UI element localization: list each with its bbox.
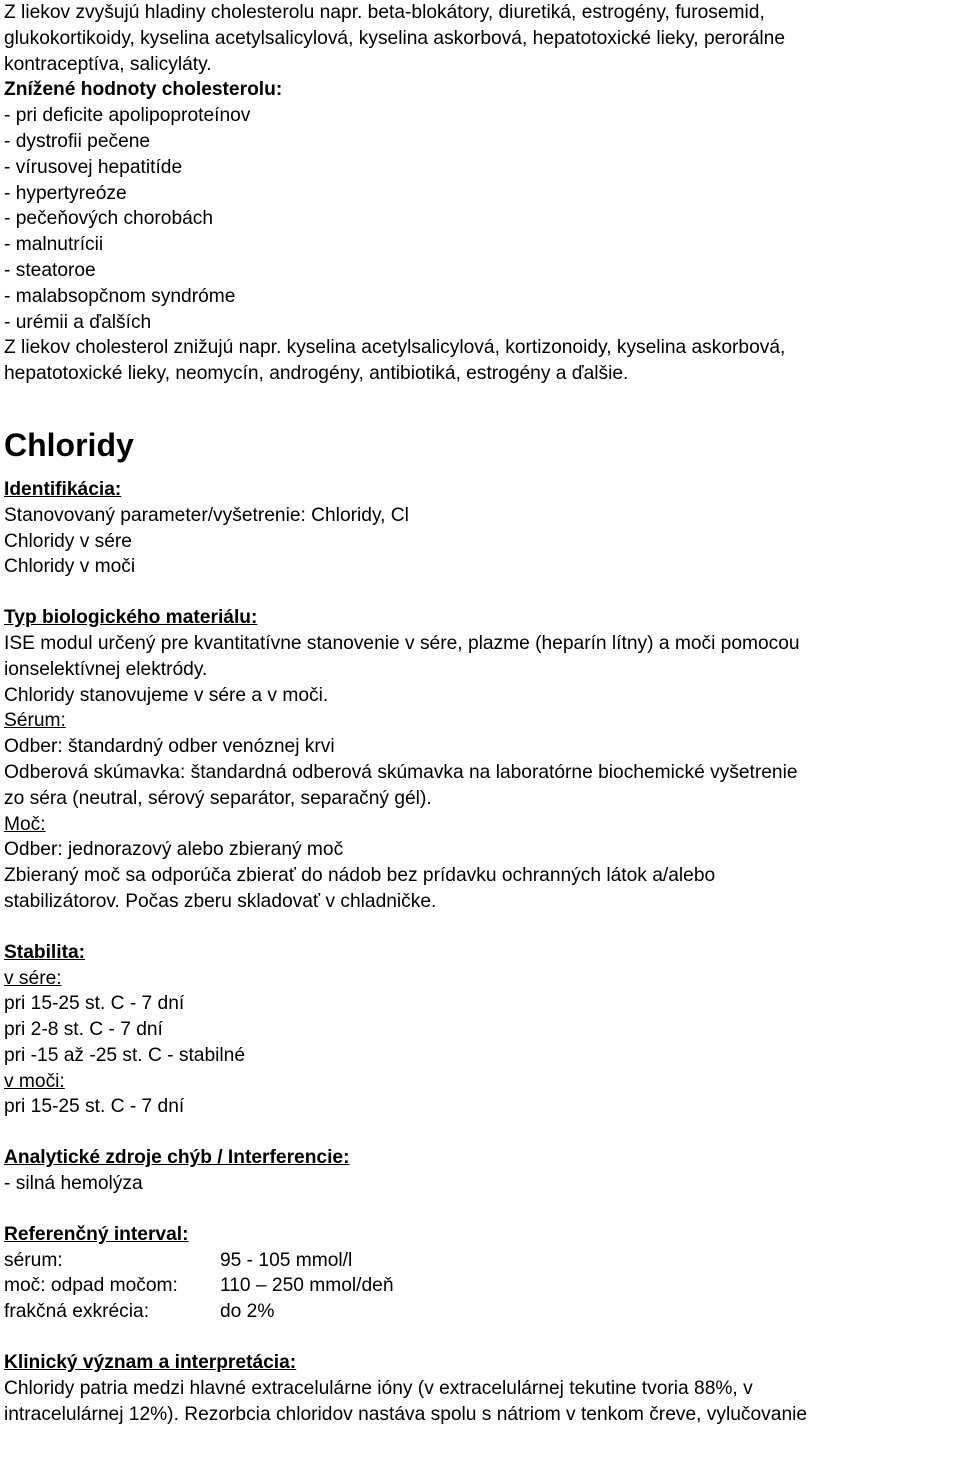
reference-value: do 2% [220,1301,275,1323]
text-line: ISE modul určený pre kvantitatívne stanovenie v sére, plazme (heparín lítny) a moči pomocou [4,632,800,654]
stability-serum-label: v sére: [4,967,62,989]
text-line: Z liekov cholesterol znižujú napr. kyselina acetylsalicylová, kortizonoidy, kyselina askorbová, [4,337,786,359]
reference-row [4,1299,956,1325]
text-line: Chloridy v sére [4,530,132,552]
reference-label: moč: odpad močom: [4,1275,178,1297]
list-item: pri 15-25 st. C - 7 dní [4,1096,185,1118]
section-title: Chloridy [4,426,134,463]
stability-urine-label: v moči: [4,1070,65,1092]
text-line: intracelulárnej 12%). Rezorbcia chloridov nastáva spolu s nátriom v tenkom čreve, vylučovanie [4,1403,808,1425]
text-line: Chloridy patria medzi hlavné extracelulárne ióny (v extracelulárnej tekutine tvoria 88%, v [4,1377,753,1399]
text-line: Stanovovaný parameter/vyšetrenie: Chloridy, Cl [4,504,409,526]
urine-label: Moč: [4,813,46,835]
list-item: pri 2-8 st. C - 7 dní [4,1019,163,1041]
list-item: - pečeňových chorobách [4,208,214,230]
decreased-list [4,103,956,335]
stability-heading: Stabilita: [4,941,86,963]
list-item: - malnutrícii [4,234,104,256]
text-line: Chloridy stanovujeme v sére a v moči. [4,684,329,706]
reference-value: 110 – 250 mmol/deň [220,1275,394,1297]
text-line: Chloridy v moči [4,556,136,578]
reference-value: 95 - 105 mmol/l [220,1249,353,1271]
clinical-heading: Klinický význam a interpretácia: [4,1352,297,1374]
reference-row [4,1273,956,1299]
text-line: Zbieraný moč sa odporúča zbierať do nádob bez prídavku ochranných látok a/alebo [4,865,716,887]
material-heading: Typ biologického materiálu: [4,607,258,629]
list-item: - silná hemolýza [4,1173,143,1195]
text-line: Odber: štandardný odber venóznej krvi [4,736,335,758]
list-item: - dystrofii pečene [4,130,151,152]
list-item: pri 15-25 st. C - 7 dní [4,993,185,1015]
reference-heading: Referenčný interval: [4,1223,189,1245]
list-item: - vírusovej hepatitíde [4,156,183,178]
reference-row [4,1248,956,1274]
list-item: - hypertyreóze [4,182,127,204]
reference-label: sérum: [4,1249,63,1271]
serum-label: Sérum: [4,710,66,732]
text-line: zo séra (neutral, sérový separátor, separačný gél). [4,787,432,809]
list-item: - malabsopčnom syndróme [4,285,236,307]
text-line: Odberová skúmavka: štandardná odberová skúmavka na laboratórne biochemické vyšetrenie [4,761,798,783]
text-line: glukokortikoidy, kyselina acetylsalicylová, kyselina askorbová, hepatotoxické lieky, perorálne [4,27,786,49]
list-item: pri -15 až -25 st. C - stabilné [4,1044,246,1066]
identification-heading: Identifikácia: [4,478,122,500]
list-item: - steatoroe [4,259,96,281]
reference-label: frakčná exkrécia: [4,1301,150,1323]
text-line: hepatotoxické lieky, neomycín, androgény, antibiotiká, estrogény a ďalšie. [4,363,629,385]
text-line: Odber: jednorazový alebo zbieraný moč [4,839,344,861]
text-line: kontraceptíva, salicyláty. [4,53,212,75]
text-line: Z liekov zvyšujú hladiny cholesterolu napr. beta-blokátory, diuretiká, estrogény, furosemid, [4,2,765,23]
list-item: - urémii a ďalších [4,311,152,333]
interference-heading: Analytické zdroje chýb / Interferencie: [4,1147,350,1169]
text-line: stabilizátorov. Počas zberu skladovať v chladničke. [4,890,437,912]
document-page [4,0,956,1427]
list-item: - pri deficite apolipoproteínov [4,105,251,127]
decreased-heading: Znížené hodnoty cholesterolu: [4,79,283,101]
text-line: ionselektívnej elektródy. [4,658,208,680]
intro-paragraph [4,0,956,77]
